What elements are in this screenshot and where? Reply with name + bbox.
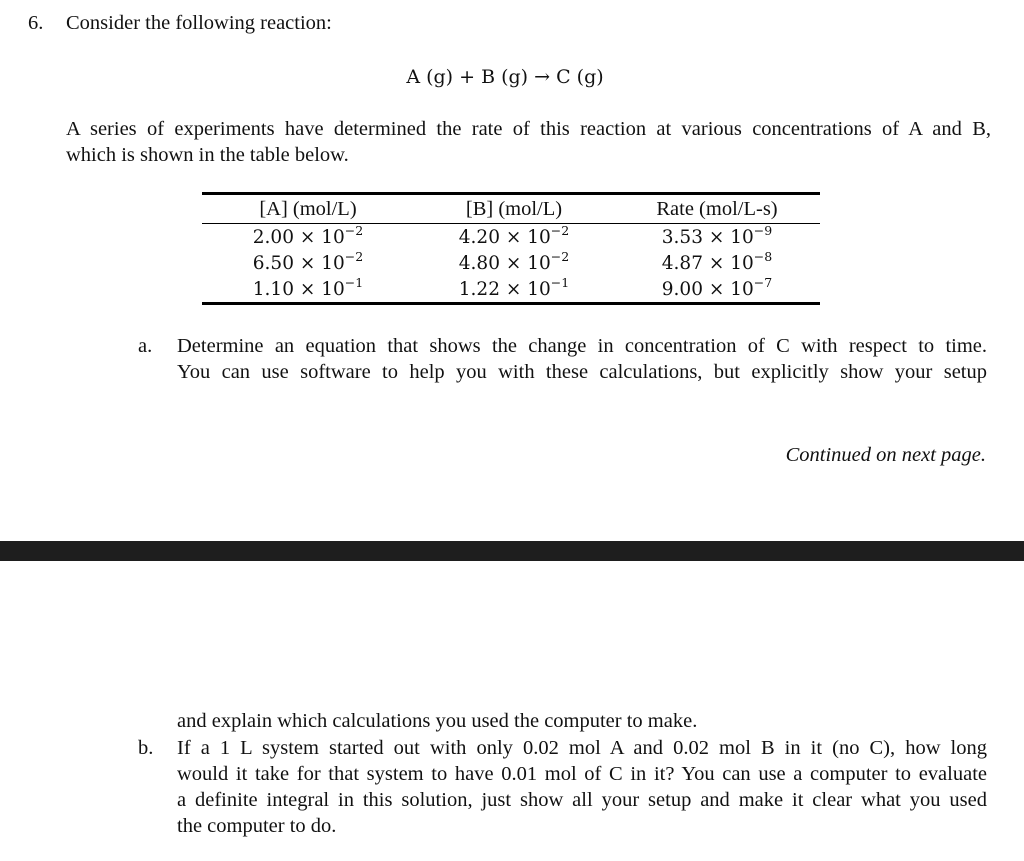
intro-line-1: A series of experiments have determined the rate of this reaction at various concentrations of A and B, [66, 118, 991, 140]
table-header-row [202, 194, 820, 224]
question-number: 6. [28, 12, 44, 34]
rate-data-table [202, 192, 820, 305]
continued-note: Continued on next page. [785, 444, 986, 466]
part-a-text [177, 333, 987, 385]
part-a-continuation: and explain which calculations you used the computer to make. [177, 710, 698, 732]
table-row [202, 224, 820, 251]
cell-rate: $9.00 \times 10^{-7}$ [661, 274, 773, 300]
reaction-equation: A (g) + B (g) → C (g) [406, 66, 604, 88]
cell-rate: $3.53 \times 10^{-9}$ [661, 222, 773, 248]
cell-conc-a: $1.10 \times 10^{-1}$ [252, 274, 364, 300]
cell-conc-b: $4.80 \times 10^{-2}$ [458, 248, 570, 274]
header-conc-b: [B] (mol/L) [414, 194, 614, 224]
part-a-line-2: You can use software to help you with these calculations, but explicitly show your setup [177, 361, 987, 383]
part-a-line-1: Determine an equation that shows the change in concentration of C with respect to time. [177, 335, 987, 357]
page-break-bar [0, 541, 1024, 561]
part-b-label: b. [138, 737, 154, 759]
question-intro: Consider the following reaction: [66, 12, 332, 34]
cell-rate: $4.87 \times 10^{-8}$ [661, 248, 773, 274]
cell-conc-a: $2.00 \times 10^{-2}$ [252, 222, 364, 248]
part-b-line-3: a definite integral in this solution, just show all your setup and make it clear what you used [177, 789, 987, 811]
part-b-line-4: the computer to do. [177, 815, 337, 837]
table-row [202, 250, 820, 276]
header-rate: Rate (mol/L-s) [614, 194, 820, 224]
part-b-text [177, 735, 987, 839]
part-a-label: a. [138, 335, 153, 357]
cell-conc-b: $1.22 \times 10^{-1}$ [458, 274, 570, 300]
cell-conc-a: $6.50 \times 10^{-2}$ [252, 248, 364, 274]
intro-line-2: which is shown in the table below. [66, 144, 349, 166]
table-row [202, 276, 820, 304]
part-b-line-2: would it take for that system to have 0.01 mol of C in it? You can use a computer to evaluate [177, 763, 987, 785]
intro-paragraph [66, 116, 991, 168]
cell-conc-b: $4.20 \times 10^{-2}$ [458, 222, 570, 248]
header-conc-a: [A] (mol/L) [202, 194, 414, 224]
part-b-line-1: If a 1 L system started out with only 0.02 mol A and 0.02 mol B in it (no C), how long [177, 737, 987, 759]
